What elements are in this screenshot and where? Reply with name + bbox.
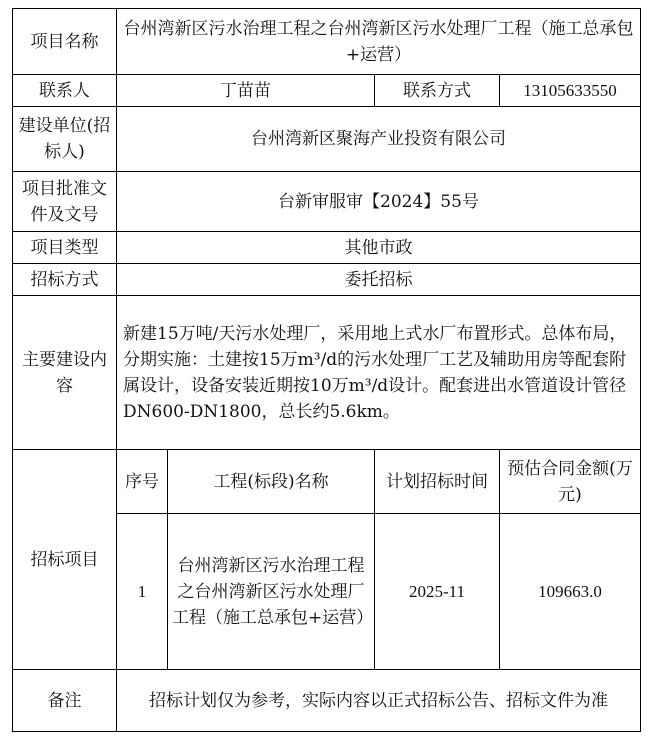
bid-items-label: 招标项目 — [13, 450, 117, 670]
bid-item-amount: 109663.0 — [500, 514, 641, 670]
bid-item-seq: 1 — [117, 514, 168, 670]
remarks-label: 备注 — [13, 670, 117, 732]
row-builder — [13, 107, 641, 172]
main-content-value: 新建15万吨/天污水处理厂，采用地上式水厂布置形式。总体布局，分期实施：土建按15万m³/d的污水处理厂工艺及辅助用房等配套附属设计，设备安装近期按10万m³/d设计。配套进出水管道设计管径DN600-DN1800，总长约5.6km。 — [117, 296, 641, 450]
builder-value: 台州湾新区聚海产业投资有限公司 — [117, 107, 641, 172]
bid-plan-table — [12, 8, 641, 732]
row-bid-method — [13, 264, 641, 296]
approval-label: 项目批准文件及文号 — [13, 172, 117, 232]
bid-items-header-amount: 预估合同金额(万元) — [500, 450, 641, 514]
bid-item-time: 2025-11 — [375, 514, 500, 670]
row-main-content — [13, 296, 641, 450]
row-project-name — [13, 9, 641, 75]
contact-value: 丁苗苗 — [117, 75, 375, 107]
approval-value: 台新审服审【2024】55号 — [117, 172, 641, 232]
contact-label: 联系人 — [13, 75, 117, 107]
row-contact — [13, 75, 641, 107]
row-remarks — [13, 670, 641, 732]
project-name-value: 台州湾新区污水治理工程之台州湾新区污水处理厂工程（施工总承包+运营） — [117, 9, 641, 75]
bid-items-header-name: 工程(标段)名称 — [168, 450, 375, 514]
row-approval — [13, 172, 641, 232]
project-type-value: 其他市政 — [117, 232, 641, 264]
project-type-label: 项目类型 — [13, 232, 117, 264]
main-content-label: 主要建设内容 — [13, 296, 117, 450]
bid-item-name: 台州湾新区污水治理工程之台州湾新区污水处理厂工程（施工总承包+运营） — [168, 514, 375, 670]
bid-items-header-seq: 序号 — [117, 450, 168, 514]
project-name-label: 项目名称 — [13, 9, 117, 75]
builder-label: 建设单位(招标人) — [13, 107, 117, 172]
row-bid-items-header — [13, 450, 641, 514]
contact-method-label: 联系方式 — [375, 75, 500, 107]
row-project-type — [13, 232, 641, 264]
bid-method-value: 委托招标 — [117, 264, 641, 296]
bid-items-header-time: 计划招标时间 — [375, 450, 500, 514]
contact-method-value: 13105633550 — [500, 75, 641, 107]
remarks-value: 招标计划仅为参考，实际内容以正式招标公告、招标文件为准 — [117, 670, 641, 732]
bid-method-label: 招标方式 — [13, 264, 117, 296]
